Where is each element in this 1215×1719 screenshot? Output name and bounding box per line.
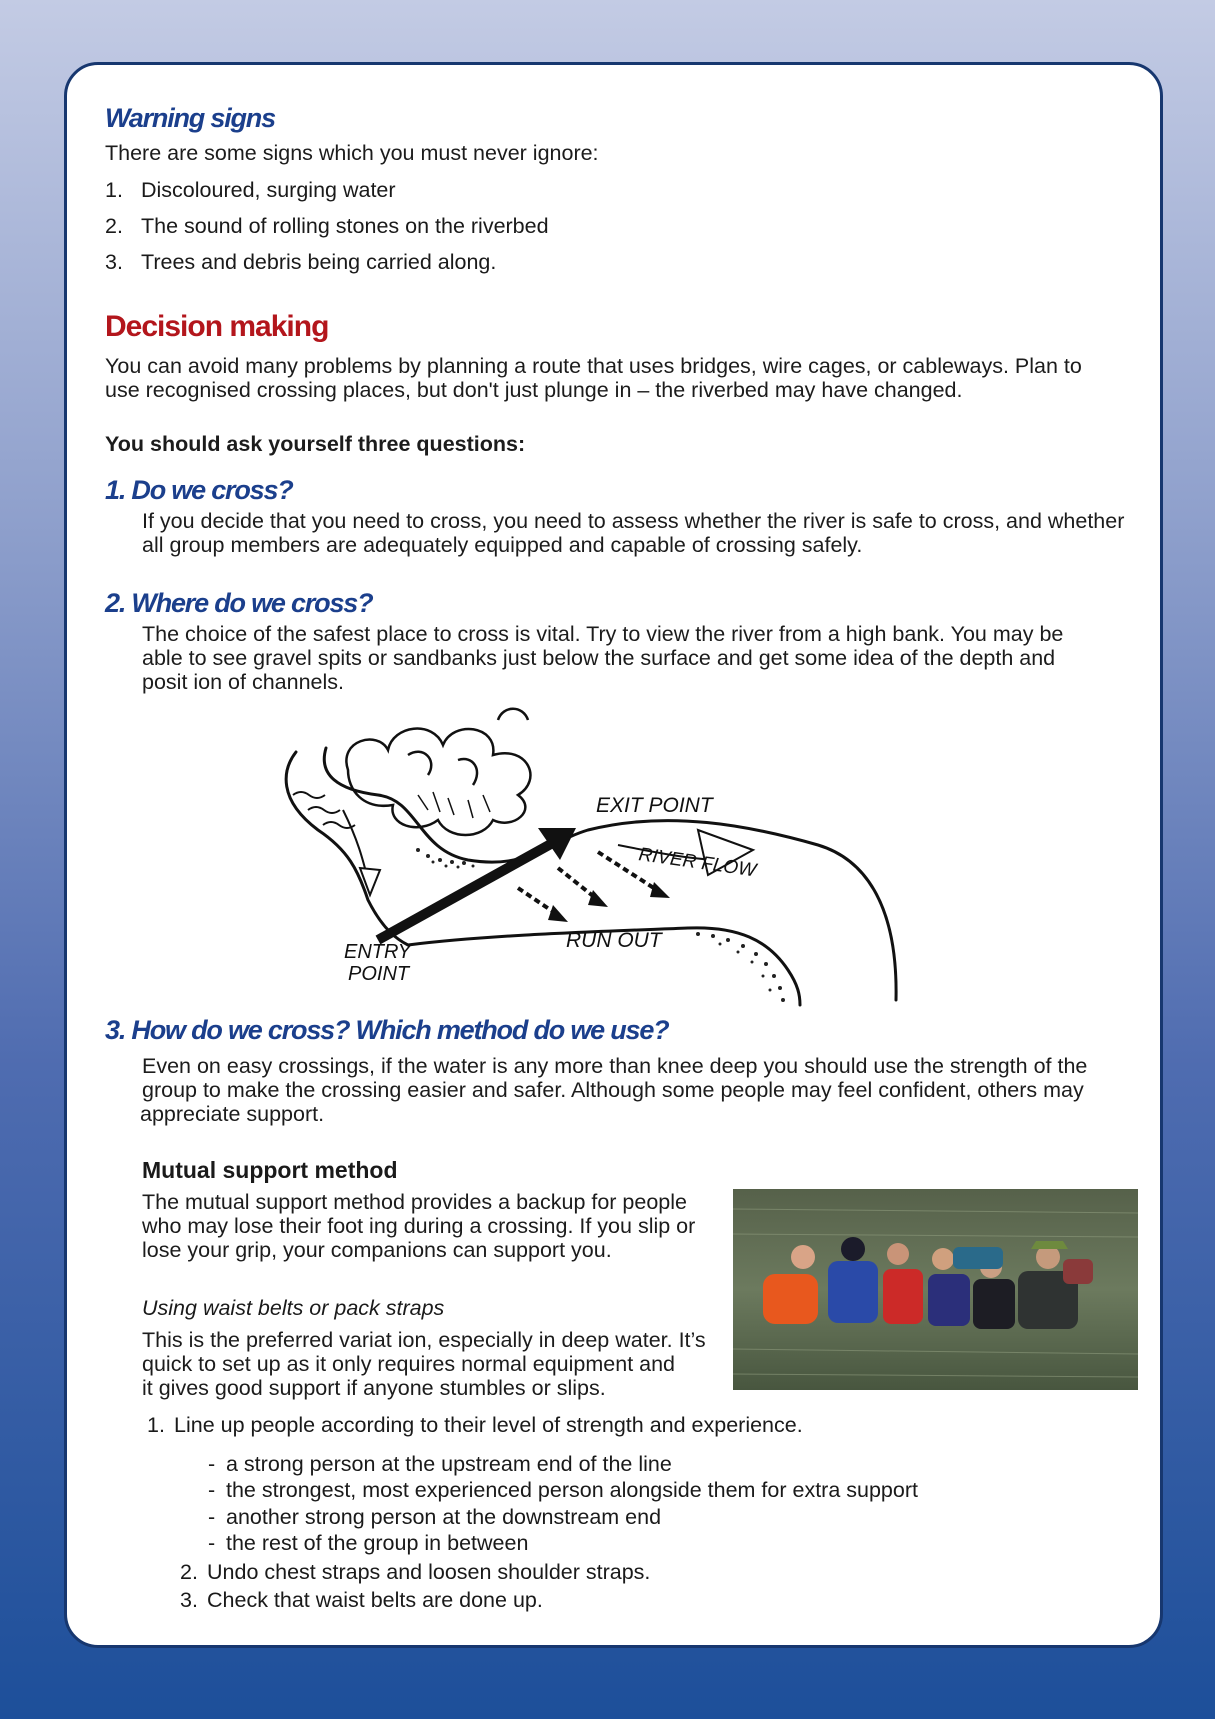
list-text: Trees and debris being carried along.: [141, 250, 497, 274]
list-dash: -: [208, 1478, 216, 1502]
question-1-title: 1. Do we cross?: [105, 475, 293, 505]
question-2-line: posit ion of channels.: [142, 670, 344, 694]
list-number: 3.: [105, 250, 123, 274]
warning-intro: There are some signs which you must never ignore:: [105, 141, 599, 165]
list-text: another strong person at the downstream end: [226, 1505, 662, 1529]
variation-line: This is the preferred variat ion, especially in deep water. It’s: [142, 1328, 706, 1352]
variation-line: quick to set up as it only requires normal equipment and: [142, 1352, 676, 1376]
list-dash: -: [208, 1452, 216, 1476]
warning-item: [105, 249, 496, 275]
list-text: the strongest, most experienced person alongside them for extra support: [226, 1478, 918, 1502]
question-2-line: The choice of the safest place to cross is vital. Try to view the river from a high bank. You may be: [142, 622, 1064, 646]
step-item: [147, 1412, 803, 1438]
list-number: 1.: [147, 1413, 165, 1437]
list-dash: -: [208, 1505, 216, 1529]
list-dash: -: [208, 1531, 216, 1555]
entry-point-label: POINT: [348, 963, 410, 985]
substep-item: [208, 1451, 672, 1477]
river-flow-label: RIVER FLOW: [637, 844, 758, 882]
step-item: [180, 1587, 543, 1613]
list-text: Undo chest straps and loosen shoulder straps.: [207, 1560, 651, 1584]
question-3-title: 3. How do we cross? Which method do we use?: [105, 1015, 669, 1045]
exit-point-label: EXIT POINT: [596, 794, 713, 817]
warning-item: [105, 213, 549, 239]
list-text: the rest of the group in between: [226, 1531, 529, 1555]
substep-item: [208, 1477, 918, 1503]
decision-paragraph-line: use recognised crossing places, but don't just plunge in – the riverbed may have changed.: [105, 378, 963, 402]
warning-title: Warning signs: [105, 103, 275, 133]
list-text: Discoloured, surging water: [141, 178, 396, 202]
substep-item: [208, 1530, 528, 1556]
river-crossing-diagram: [268, 700, 908, 1010]
list-number: 3.: [180, 1588, 198, 1612]
question-3-line: Even on easy crossings, if the water is any more than knee deep you should use the strength of the: [142, 1054, 1088, 1078]
question-1-line: all group members are adequately equipped and capable of crossing safely.: [142, 533, 863, 557]
decision-title: Decision making: [105, 310, 329, 343]
question-2-line: able to see gravel spits or sandbanks just below the surface and get some idea of the depth and: [142, 646, 1056, 670]
question-3-line: appreciate support.: [140, 1102, 325, 1126]
variation-line: it gives good support if anyone stumbles or slips.: [142, 1376, 606, 1400]
warning-item: [105, 177, 396, 203]
list-text: a strong person at the upstream end of the line: [226, 1452, 672, 1476]
list-text: The sound of rolling stones on the riverbed: [141, 214, 549, 238]
list-text: Line up people according to their level of strength and experience.: [174, 1413, 803, 1437]
list-number: 2.: [105, 214, 123, 238]
question-3-line: group to make the crossing easier and safer. Although some people may feel confident, others may: [142, 1078, 1084, 1102]
entry-point-label: ENTRY: [344, 941, 412, 963]
mutual-support-line: The mutual support method provides a backup for people: [142, 1190, 687, 1214]
decision-paragraph-line: You can avoid many problems by planning a route that uses bridges, wire cages, or cableways. Plan to: [105, 354, 1082, 378]
list-number: 2.: [180, 1560, 198, 1584]
variation-title: Using waist belts or pack straps: [142, 1296, 445, 1320]
step-item: [180, 1559, 650, 1585]
question-1-line: If you decide that you need to cross, you need to assess whether the river is safe to cross, and whether: [142, 509, 1125, 533]
mutual-support-line: lose your grip, your companions can support you.: [142, 1238, 612, 1262]
questions-intro: You should ask yourself three questions:: [105, 432, 526, 456]
mutual-support-title: Mutual support method: [142, 1157, 398, 1183]
list-text: Check that waist belts are done up.: [207, 1588, 543, 1612]
mutual-support-line: who may lose their foot ing during a crossing. If you slip or: [142, 1214, 696, 1238]
river-crossing-photo: [733, 1189, 1138, 1390]
list-number: 1.: [105, 178, 123, 202]
question-2-title: 2. Where do we cross?: [105, 588, 373, 618]
run-out-label: RUN OUT: [566, 929, 662, 952]
substep-item: [208, 1504, 661, 1530]
